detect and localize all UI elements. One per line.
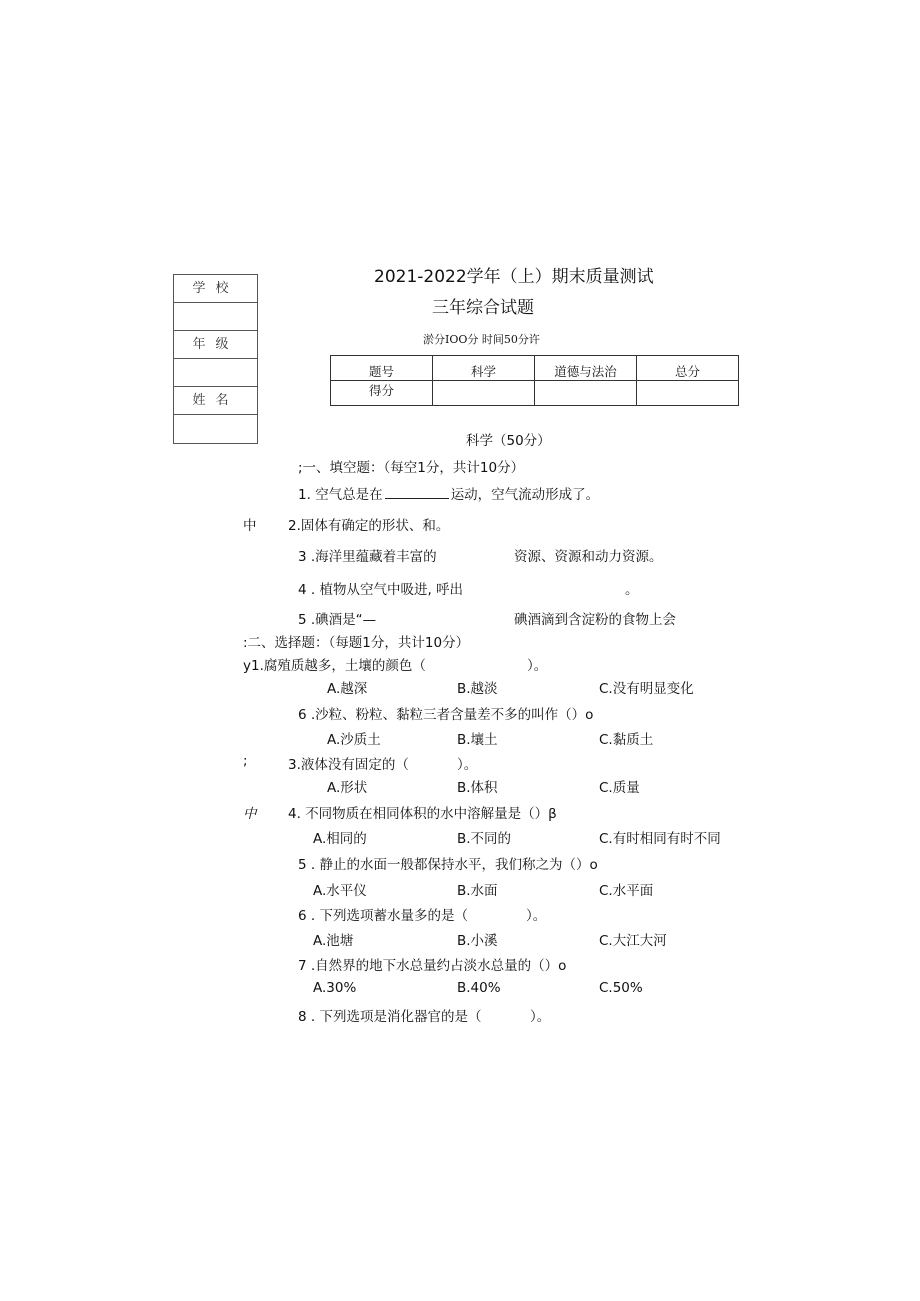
fill-question-1 <box>298 483 599 503</box>
question-text: .自然界的地下水总量约占淡水总量的（）o <box>310 958 567 974</box>
exam-meta: 淤分IOO分 时间50分许 <box>423 333 540 346</box>
option-b[interactable]: B.小溪 <box>457 933 498 949</box>
fill-question-3 <box>298 545 437 565</box>
option-c[interactable]: C.质量 <box>599 780 640 796</box>
question-text: . 下列选项是消化器官的是（ <box>310 1009 482 1025</box>
grade-field[interactable] <box>174 359 257 387</box>
question-number: 3 <box>298 549 307 565</box>
option-b[interactable]: B.壤土 <box>457 732 498 748</box>
choice-question-4 <box>288 802 557 822</box>
option-c[interactable]: C.水平面 <box>599 883 654 899</box>
question-number: 2. <box>288 518 301 534</box>
option-a[interactable]: A.30% <box>313 980 357 996</box>
question-number: 1. <box>298 487 311 503</box>
question-number: 5 <box>298 612 307 628</box>
choice-question-7 <box>298 954 566 974</box>
score-header: 科学 <box>433 356 535 381</box>
score-cell[interactable] <box>433 381 535 406</box>
option-a[interactable]: A.越深 <box>327 681 368 697</box>
question-number: 7 <box>298 958 307 974</box>
question-number: 6 <box>298 707 307 723</box>
part1-heading: ;一、填空题：（每空1分，共计10分） <box>298 460 525 476</box>
question-text: 运动，空气流动形成了。 <box>450 487 600 503</box>
question-number: 5 <box>298 857 307 873</box>
question-text: ）。 <box>457 757 478 773</box>
option-c[interactable]: C.大江大河 <box>599 933 667 949</box>
score-header: 总分 <box>637 356 739 381</box>
question-text: .海洋里蕴藏着丰富的 <box>310 549 437 565</box>
question-text: 不同物质在相同体积的水中溶解量是（）β <box>305 806 557 822</box>
question-text: . 下列选项蓄水量多的是（ <box>310 908 468 924</box>
exam-subtitle: 三年综合试题 <box>432 298 534 318</box>
fill-question-2 <box>288 514 449 534</box>
answer-blank[interactable] <box>385 486 449 499</box>
fill-question-5 <box>298 608 376 628</box>
question-text: ）。 <box>527 658 548 674</box>
name-field[interactable] <box>174 415 257 442</box>
question-number: 4. <box>288 806 301 822</box>
question-text: . 静止的水面一般都保持水平，我们称之为（）o <box>310 857 598 873</box>
question-text: 空气总是在 <box>315 487 383 503</box>
question-text: .碘酒是“— <box>310 612 377 628</box>
question-number: 3. <box>288 757 301 773</box>
margin-mark: y <box>243 658 251 674</box>
question-text: 。 <box>625 582 639 598</box>
school-label: 学校 <box>174 275 257 303</box>
name-label: 姓名 <box>174 387 257 415</box>
student-info-box <box>173 274 258 444</box>
margin-mark: 中 <box>243 806 257 822</box>
question-text: .沙粒、粉粒、黏粒三者含量差不多的叫作（）o <box>310 707 594 723</box>
score-header: 题号 <box>331 356 433 381</box>
question-number: 1. <box>251 658 264 674</box>
option-a[interactable]: A.相同的 <box>313 831 367 847</box>
option-b[interactable]: B.体积 <box>457 780 498 796</box>
option-a[interactable]: A.水平仪 <box>313 883 367 899</box>
question-number: 4 <box>298 582 307 598</box>
option-a[interactable]: A.沙质土 <box>327 732 381 748</box>
margin-mark: 中 <box>243 518 257 534</box>
grade-label: 年级 <box>174 331 257 359</box>
score-header: 道德与法治 <box>535 356 637 381</box>
question-text: 固体有确定的形状、和。 <box>300 518 450 534</box>
question-number: 8 <box>298 1009 307 1025</box>
choice-question-6 <box>298 904 468 924</box>
option-c[interactable]: C.50% <box>599 980 643 996</box>
choice-question-1 <box>243 654 426 674</box>
section-title: 科学（50分） <box>466 433 551 449</box>
score-cell[interactable] <box>637 381 739 406</box>
choice-question-2 <box>298 703 593 723</box>
margin-mark: ; <box>243 753 248 769</box>
score-table <box>330 355 739 406</box>
question-text: ）。 <box>526 908 547 924</box>
choice-question-3 <box>288 753 409 773</box>
exam-title: 2021-2022学年（上）期末质量测试 <box>374 267 654 287</box>
choice-question-5 <box>298 853 598 873</box>
question-text: ）。 <box>530 1009 551 1025</box>
score-row-label: 得分 <box>331 381 433 406</box>
question-text: . 植物从空气中吸进, 呼出 <box>310 582 464 598</box>
option-b[interactable]: B.不同的 <box>457 831 512 847</box>
option-b[interactable]: B.水面 <box>457 883 498 899</box>
option-a[interactable]: A.形状 <box>327 780 368 796</box>
option-c[interactable]: C.黏质土 <box>599 732 654 748</box>
question-text: 碘酒滴到含淀粉的食物上会 <box>514 612 676 628</box>
option-c[interactable]: C.没有明显变化 <box>599 681 694 697</box>
part2-heading: :二、选择题：（每题1分，共计10分） <box>243 635 470 651</box>
option-b[interactable]: B.40% <box>457 980 501 996</box>
question-text: 腐殖质越多，土壤的颜色（ <box>263 658 426 674</box>
fill-question-4 <box>298 578 463 598</box>
question-text: 资源、资源和动力资源。 <box>514 549 663 565</box>
option-c[interactable]: C.有时相同有时不同 <box>599 831 721 847</box>
question-text: 液体没有固定的（ <box>300 757 409 773</box>
option-b[interactable]: B.越淡 <box>457 681 498 697</box>
school-field[interactable] <box>174 303 257 331</box>
choice-question-8 <box>298 1005 481 1025</box>
score-cell[interactable] <box>535 381 637 406</box>
option-a[interactable]: A.池塘 <box>313 933 354 949</box>
question-number: 6 <box>298 908 307 924</box>
